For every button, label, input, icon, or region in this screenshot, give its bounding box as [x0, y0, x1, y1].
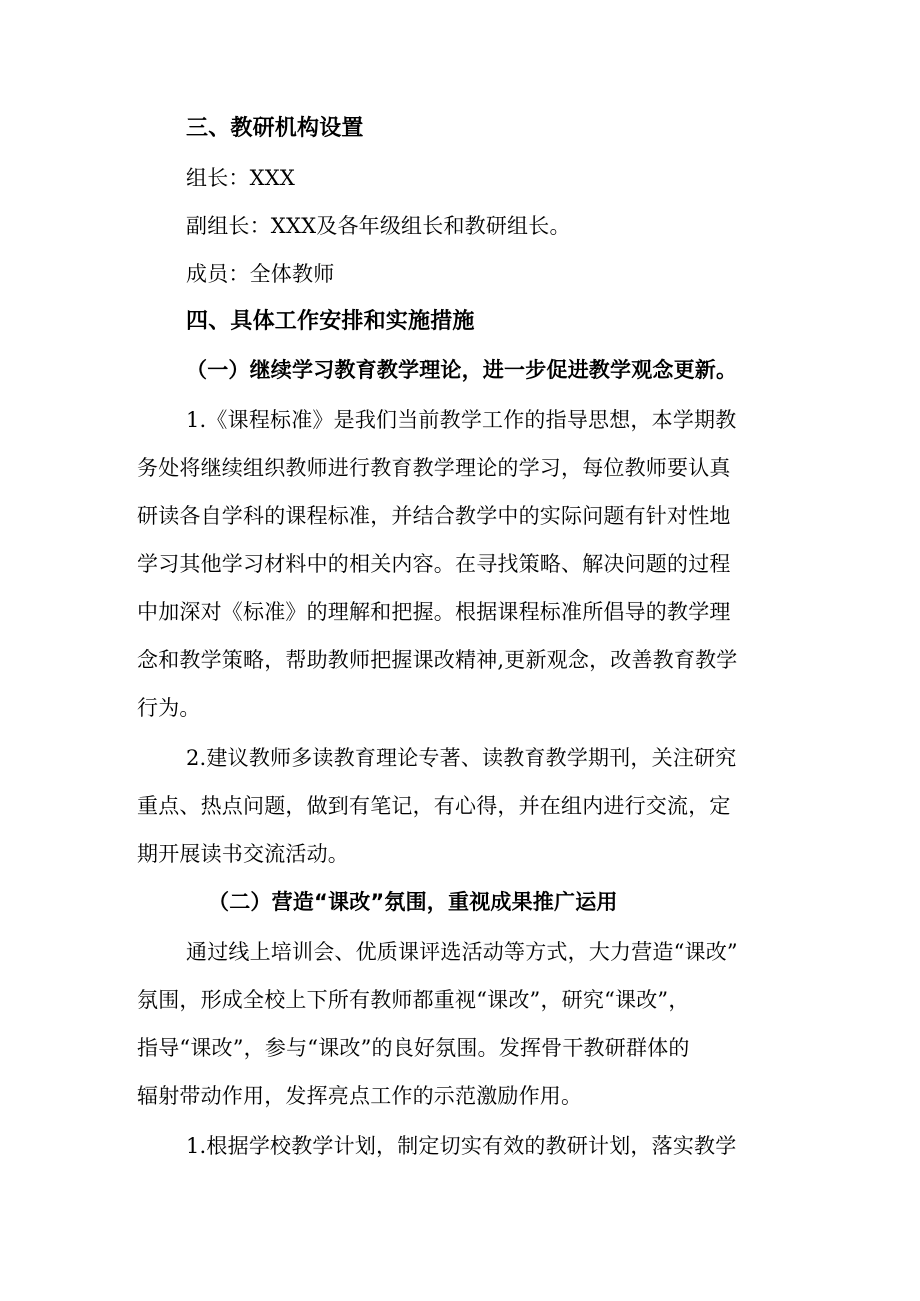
deputy-leader-line: 副组长：XXX及各年级组长和教研组长。	[186, 214, 571, 238]
paragraph-line: 务处将继续组织教师进行教育教学理论的学习，每位教师要认真	[137, 456, 731, 480]
section-heading-3: 三、教研机构设置	[186, 116, 364, 141]
paragraph-line: 2.建议教师多读教育理论专著、读教育教学期刊，关注研究	[186, 746, 737, 770]
subsection-heading-1: （一）继续学习教育教学理论，进一步促进教学观念更新。	[186, 358, 738, 382]
section-heading-4: 四、具体工作安排和实施措施	[186, 309, 475, 334]
paragraph-line: 重点、热点问题，做到有笔记，有心得，并在组内进行交流，定	[137, 794, 731, 818]
paragraph-line: 1.根据学校教学计划，制定切实有效的教研计划，落实教学	[186, 1134, 737, 1158]
paragraph-line: 念和教学策略，帮助教师把握课改精神,更新观念，改善教育教学	[137, 648, 738, 672]
group-leader-line: 组长：XXX	[186, 166, 296, 190]
paragraph-line: 中加深对《标准》的理解和把握。根据课程标准所倡导的教学理	[137, 600, 731, 624]
paragraph-line: 辐射带动作用，发挥亮点工作的示范激励作用。	[137, 1084, 583, 1108]
paragraph-line: 指导“课改”，参与“课改”的良好氛围。发挥骨干教研群体的	[137, 1036, 690, 1060]
paragraph-line: 1.《课程标准》是我们当前教学工作的指导思想，本学期教	[186, 408, 737, 432]
paragraph-line: 行为。	[137, 696, 201, 720]
paragraph-line: 研读各自学科的课程标准，并结合教学中的实际问题有针对性地	[137, 504, 731, 528]
members-line: 成员：全体教师	[186, 262, 335, 286]
paragraph-line: 通过线上培训会、优质课评选活动等方式，大力营造“课改”	[186, 940, 738, 964]
paragraph-line: 氛围，形成全校上下所有教师都重视“课改”，研究“课改”，	[137, 988, 690, 1012]
subsection-heading-2: （二）营造“课改”氛围，重视成果推广运用	[208, 890, 618, 914]
paragraph-line: 期开展读书交流活动。	[137, 842, 349, 866]
paragraph-line: 学习其他学习材料中的相关内容。在寻找策略、解决问题的过程	[137, 552, 731, 576]
